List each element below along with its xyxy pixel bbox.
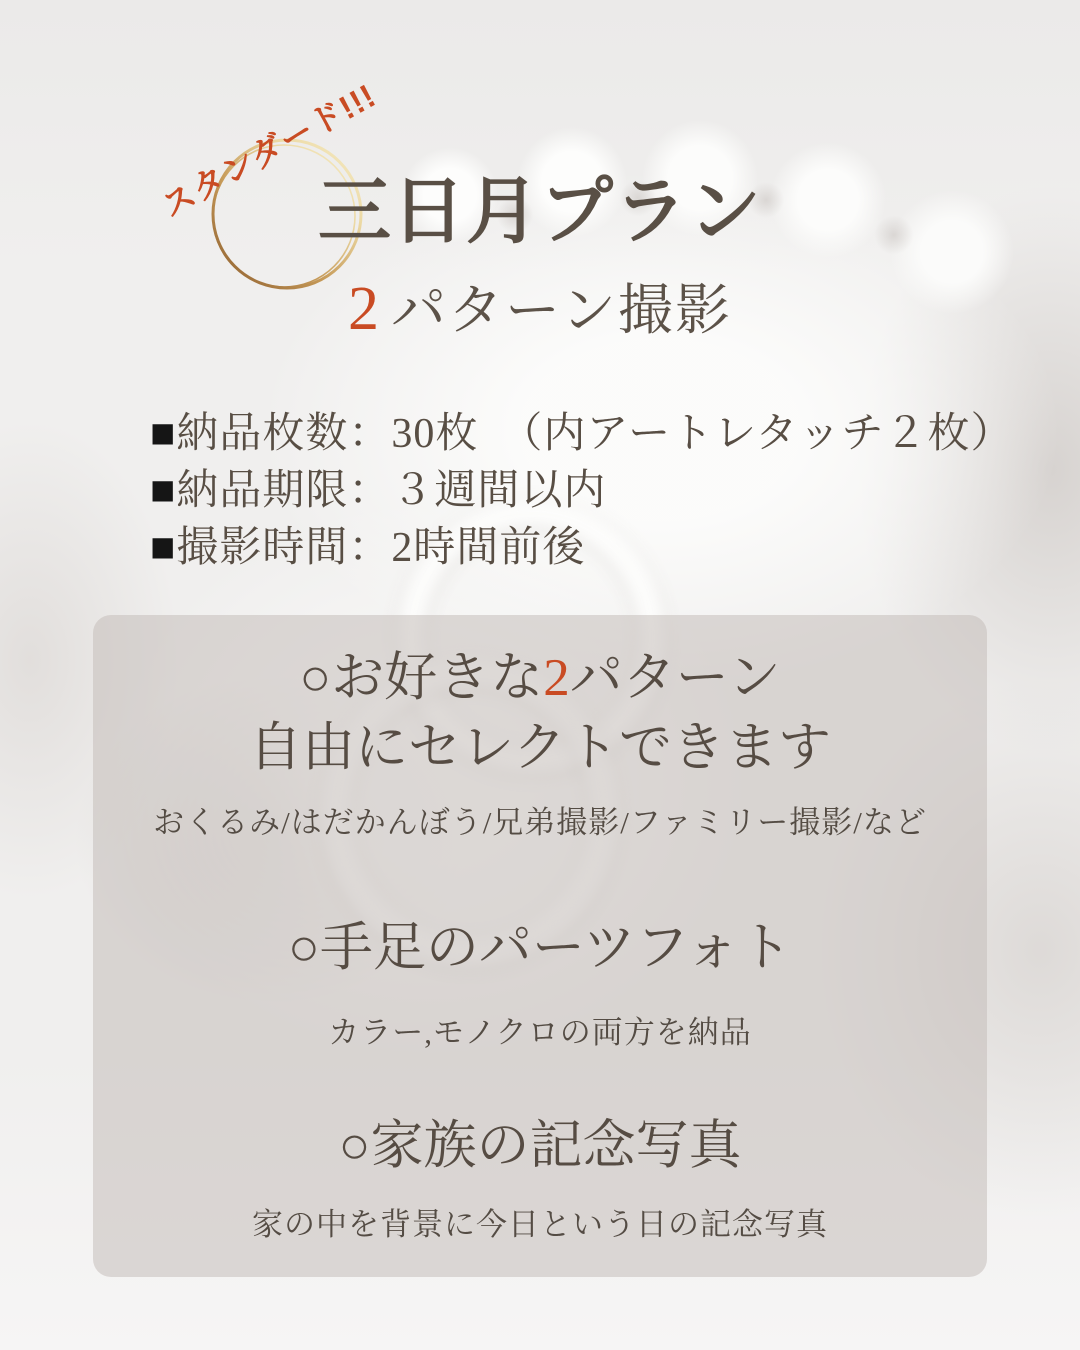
spec-label: 撮影時間 — [176, 525, 349, 571]
section1-heading-post: パターン — [569, 649, 781, 707]
subtitle-count: 2 — [348, 275, 382, 343]
spec-item-shoot-duration — [150, 520, 1013, 577]
spec-label: 納品枚数 — [176, 411, 349, 457]
panel-section3-heading: ○家族の記念写真 — [338, 1117, 742, 1175]
section1-heading-pre: ○お好きな — [299, 649, 544, 707]
spec-separator: ： — [348, 411, 392, 457]
spec-separator: ： — [348, 525, 392, 571]
info-panel — [93, 615, 987, 1277]
square-bullet-icon: ■ — [150, 468, 177, 514]
spec-list — [150, 406, 1013, 577]
panel-section1-detail: おくるみ/はだかんぼう/兄弟撮影/ファミリー撮影/など — [153, 805, 927, 840]
panel-section2-detail: カラー,モノクロの両方を納品 — [328, 1015, 752, 1050]
plan-title: 三日月プラン — [318, 171, 762, 252]
square-bullet-icon: ■ — [150, 411, 177, 457]
panel-section3-detail: 家の中を背景に今日という日の記念写真 — [252, 1207, 828, 1242]
panel-section1-heading — [93, 643, 987, 783]
spec-label: 納品期限 — [176, 468, 349, 514]
section1-heading-line1 — [93, 643, 987, 713]
spec-separator: ： — [348, 468, 392, 514]
spec-value: 30枚 （内アートレタッチ２枚） — [391, 411, 1014, 457]
section1-heading-count: 2 — [543, 649, 570, 707]
spec-value: ３週間以内 — [391, 468, 607, 514]
panel-section2-heading: ○手足のパーツフォト — [287, 919, 793, 977]
standard-ribbon-label: スタンダード!!! — [155, 76, 383, 225]
subtitle-text: パターン撮影 — [391, 280, 732, 341]
plan-subtitle — [0, 266, 1080, 345]
spec-value: 2時間前後 — [391, 525, 586, 571]
section1-heading-line2: 自由にセレクトできます — [249, 719, 831, 777]
spec-item-delivery-deadline — [150, 463, 1013, 520]
square-bullet-icon: ■ — [150, 525, 177, 571]
spec-item-delivery-count — [150, 406, 1013, 463]
